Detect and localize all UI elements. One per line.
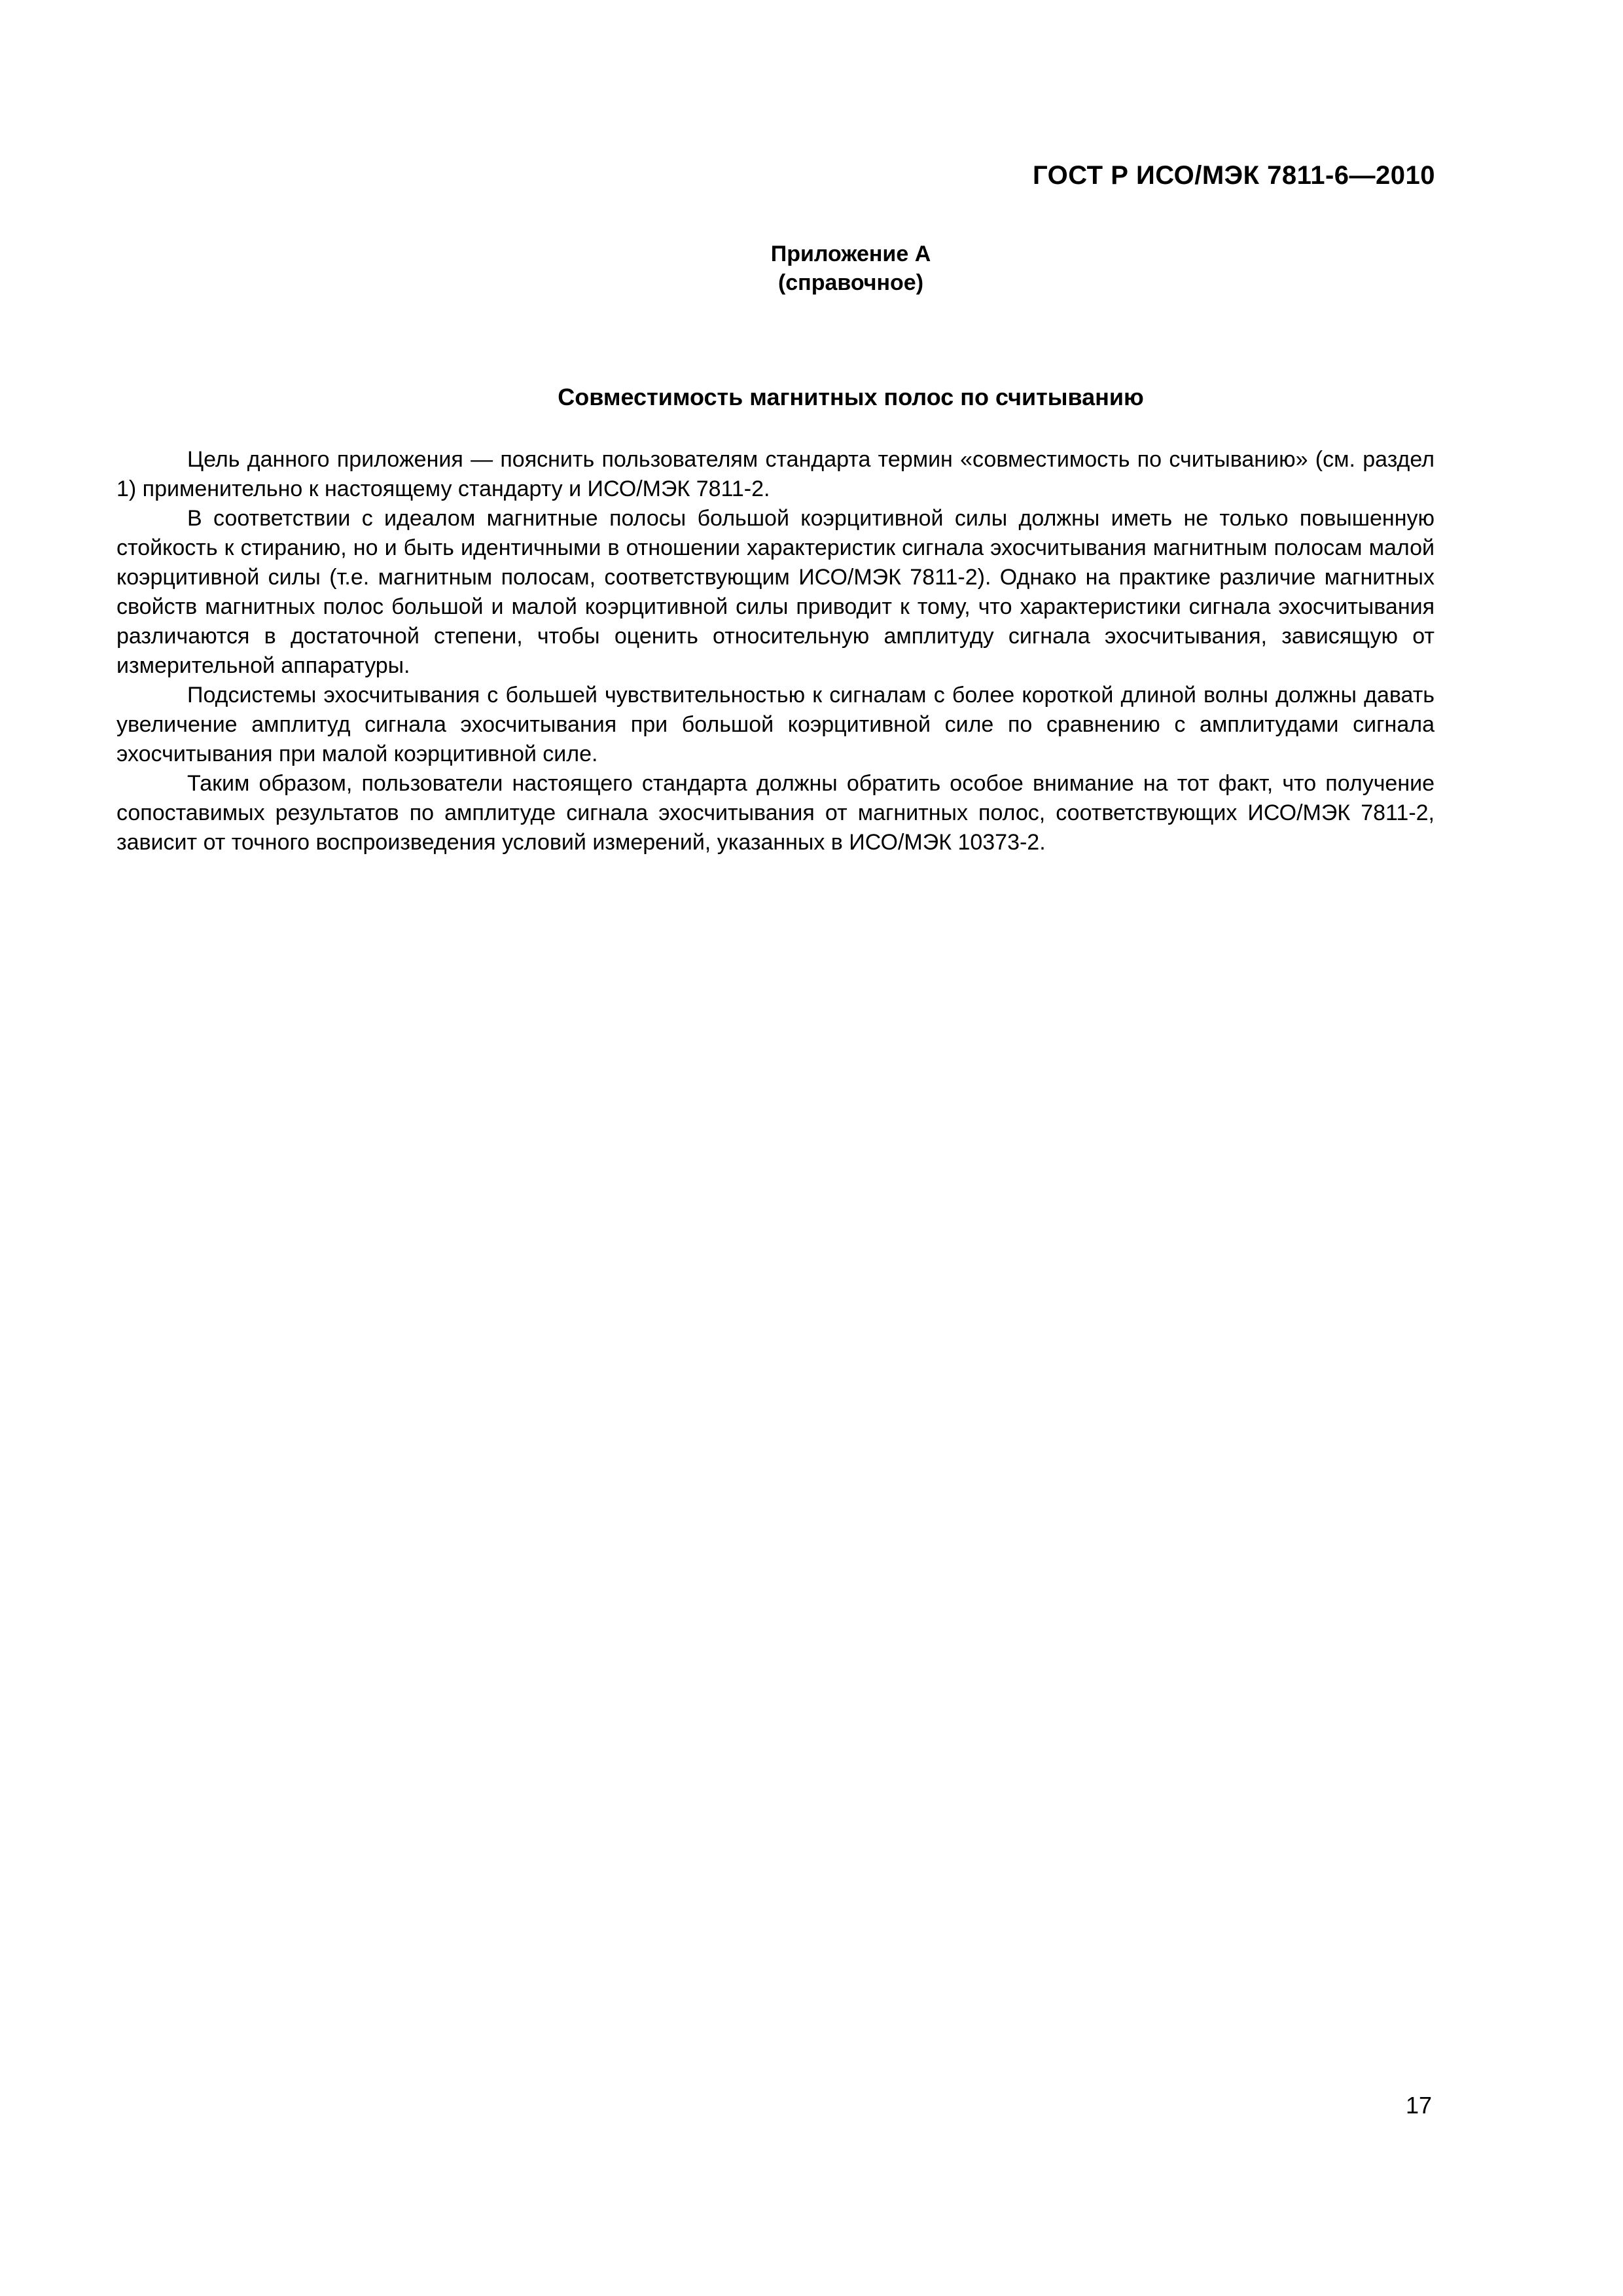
annex-title: Совместимость магнитных полос по считыванию (558, 384, 1144, 410)
paragraph: Подсистемы эхосчитывания с большей чувствительностью к сигналам с более короткой длиной волны должны давать увеличение амплитуд сигнала эхосчитывания при большой коэрцитивной силе по сравнению с амплитудами сигнала эхосчитывания при малой коэрцитивной силе. (116, 683, 1435, 766)
paragraph: Цель данного приложения — пояснить пользователям стандарта термин «совместимость по считыванию» (см. раздел 1) применительно к настоящему стандарту и ИСО/МЭК 7811-2. (116, 447, 1435, 501)
document-code: ГОСТ Р ИСО/МЭК 7811-6—2010 (1033, 161, 1435, 190)
paragraph: Таким образом, пользователи настоящего стандарта должны обратить особое внимание на тот факт, что получение сопоставимых результатов по амплитуде сигнала эхосчитывания от магнитных полос, соответствующих ИСО/МЭК 7811-2, зависит от точного воспроизведения условий измерений, указанных в ИСО/МЭК 10373-2. (116, 771, 1435, 855)
annex-status: (справочное) (777, 270, 924, 295)
paragraph: В соответствии с идеалом магнитные полосы большой коэрцитивной силы должны иметь не только повышенную стойкость к стиранию, но и быть идентичными в отношении характеристик сигнала эхосчитывания магнитным полосам малой коэрцитивной силы (т.е. магнитным полосам, соответствующим ИСО/МЭК 7811-2). Однако на практике различие магнитных свойств магнитных полос большой и малой коэрцитивной силы приводит к тому, что характеристики сигнала эхосчитывания различаются в достаточной степени, чтобы оценить относительную амплитуду сигнала эхосчитывания, зависящую от измерительной аппаратуры. (116, 506, 1435, 678)
annex-heading (0, 240, 1623, 297)
annex-body (116, 445, 1435, 857)
page-number: 17 (1405, 2092, 1432, 2119)
annex-label: Приложение А (770, 242, 931, 266)
